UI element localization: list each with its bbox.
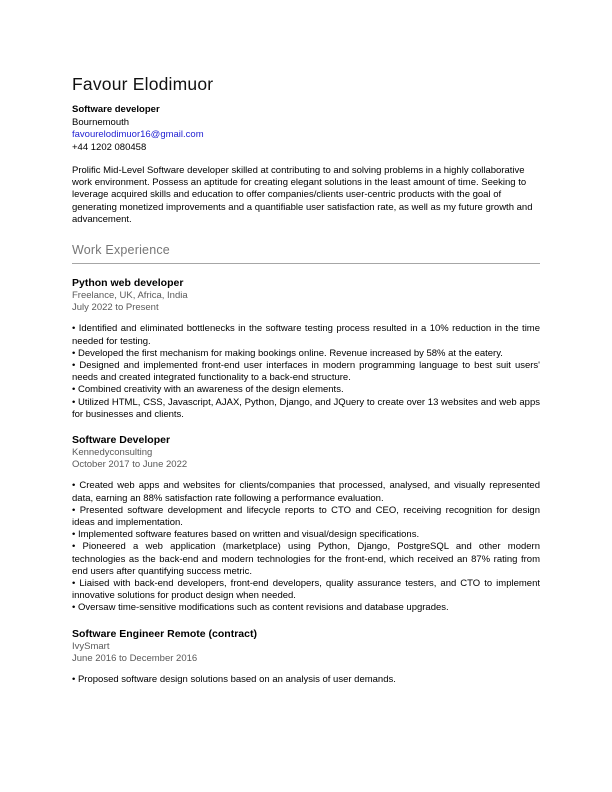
job-bullets <box>72 480 540 614</box>
bullet-item: • Liaised with back-end developers, front-end developers, quality assurance testers, and CTO to implement innovative solutions for product design when needed. <box>72 578 540 602</box>
bullet-item: • Created web apps and websites for clients/companies that processed, analysed, and visually represented data, earning an 88% satisfaction rate following a performance evaluation. <box>72 480 540 504</box>
job-entry-software-engineer-remote <box>72 628 540 687</box>
bullet-item: • Pioneered a web application (marketplace) using Python, Django, PostgreSQL and other modern technologies as the back-end and modern technologies for the front-end, which received an 87% rating from end users after quantifying success metric. <box>72 541 540 578</box>
bullet-item: • Proposed software design solutions based on an analysis of user demands. <box>72 674 540 686</box>
bullet-item: • Oversaw time-sensitive modifications such as content revisions and database upgrades. <box>72 602 540 614</box>
bullet-item: • Identified and eliminated bottlenecks in the software testing process resulted in a 10% reduction in the time needed for testing. <box>72 323 540 347</box>
bullet-item: • Combined creativity with an awareness of the design elements. <box>72 384 540 396</box>
bullet-item: • Implemented software features based on written and visual/design specifications. <box>72 529 540 541</box>
candidate-phone: +44 1202 080458 <box>72 141 147 153</box>
candidate-job-title: Software developer <box>72 104 160 115</box>
summary-paragraph: Prolific Mid-Level Software developer skilled at contributing to and solving problems in a highly collaborative work environment. Possess an aptitude for creating elegant solutions in the least amount of time. Seeking to leverage acquired skills and education to offer companies/clients user-centric products with the goal of generating monetized improvements and a quantifiable user satisfaction rate, as well as my future growth and advancement. <box>72 165 533 225</box>
job-company: Freelance, UK, Africa, India <box>72 290 188 302</box>
work-experience-heading: Work Experience <box>72 243 540 264</box>
job-dates: October 2017 to June 2022 <box>72 459 188 471</box>
job-bullets <box>72 674 540 686</box>
bullet-item: • Presented software development and lifecycle reports to CTO and CEO, receiving recognition for design ideas and implementation. <box>72 505 540 529</box>
job-company: Kennedyconsulting <box>72 447 153 459</box>
candidate-name: Favour Elodimuor <box>72 74 214 94</box>
job-company: IvySmart <box>72 640 110 652</box>
job-entry-python-web-developer <box>72 277 540 421</box>
job-title: Software Developer <box>72 434 171 447</box>
email-link[interactable]: favourelodimuor16@gmail.com <box>72 129 204 140</box>
job-entry-software-developer <box>72 434 540 615</box>
job-dates: June 2016 to December 2016 <box>72 652 198 664</box>
job-dates: July 2022 to Present <box>72 302 159 314</box>
job-title: Python web developer <box>72 277 184 290</box>
bullet-item: • Developed the first mechanism for making bookings online. Revenue increased by 58% at the eatery. <box>72 348 540 360</box>
work-experience-section <box>72 243 540 686</box>
resume-header <box>72 74 540 226</box>
candidate-location: Bournemouth <box>72 116 130 128</box>
job-bullets <box>72 323 540 421</box>
job-title: Software Engineer Remote (contract) <box>72 627 257 640</box>
bullet-item: • Designed and implemented front-end user interfaces in modern programming language to best suit users' needs and created integrated functionality to a back-end structure. <box>72 360 540 384</box>
bullet-item: • Utilized HTML, CSS, Javascript, AJAX, Python, Django, and JQuery to create over 13 websites and web apps for businesses and clients. <box>72 397 540 421</box>
